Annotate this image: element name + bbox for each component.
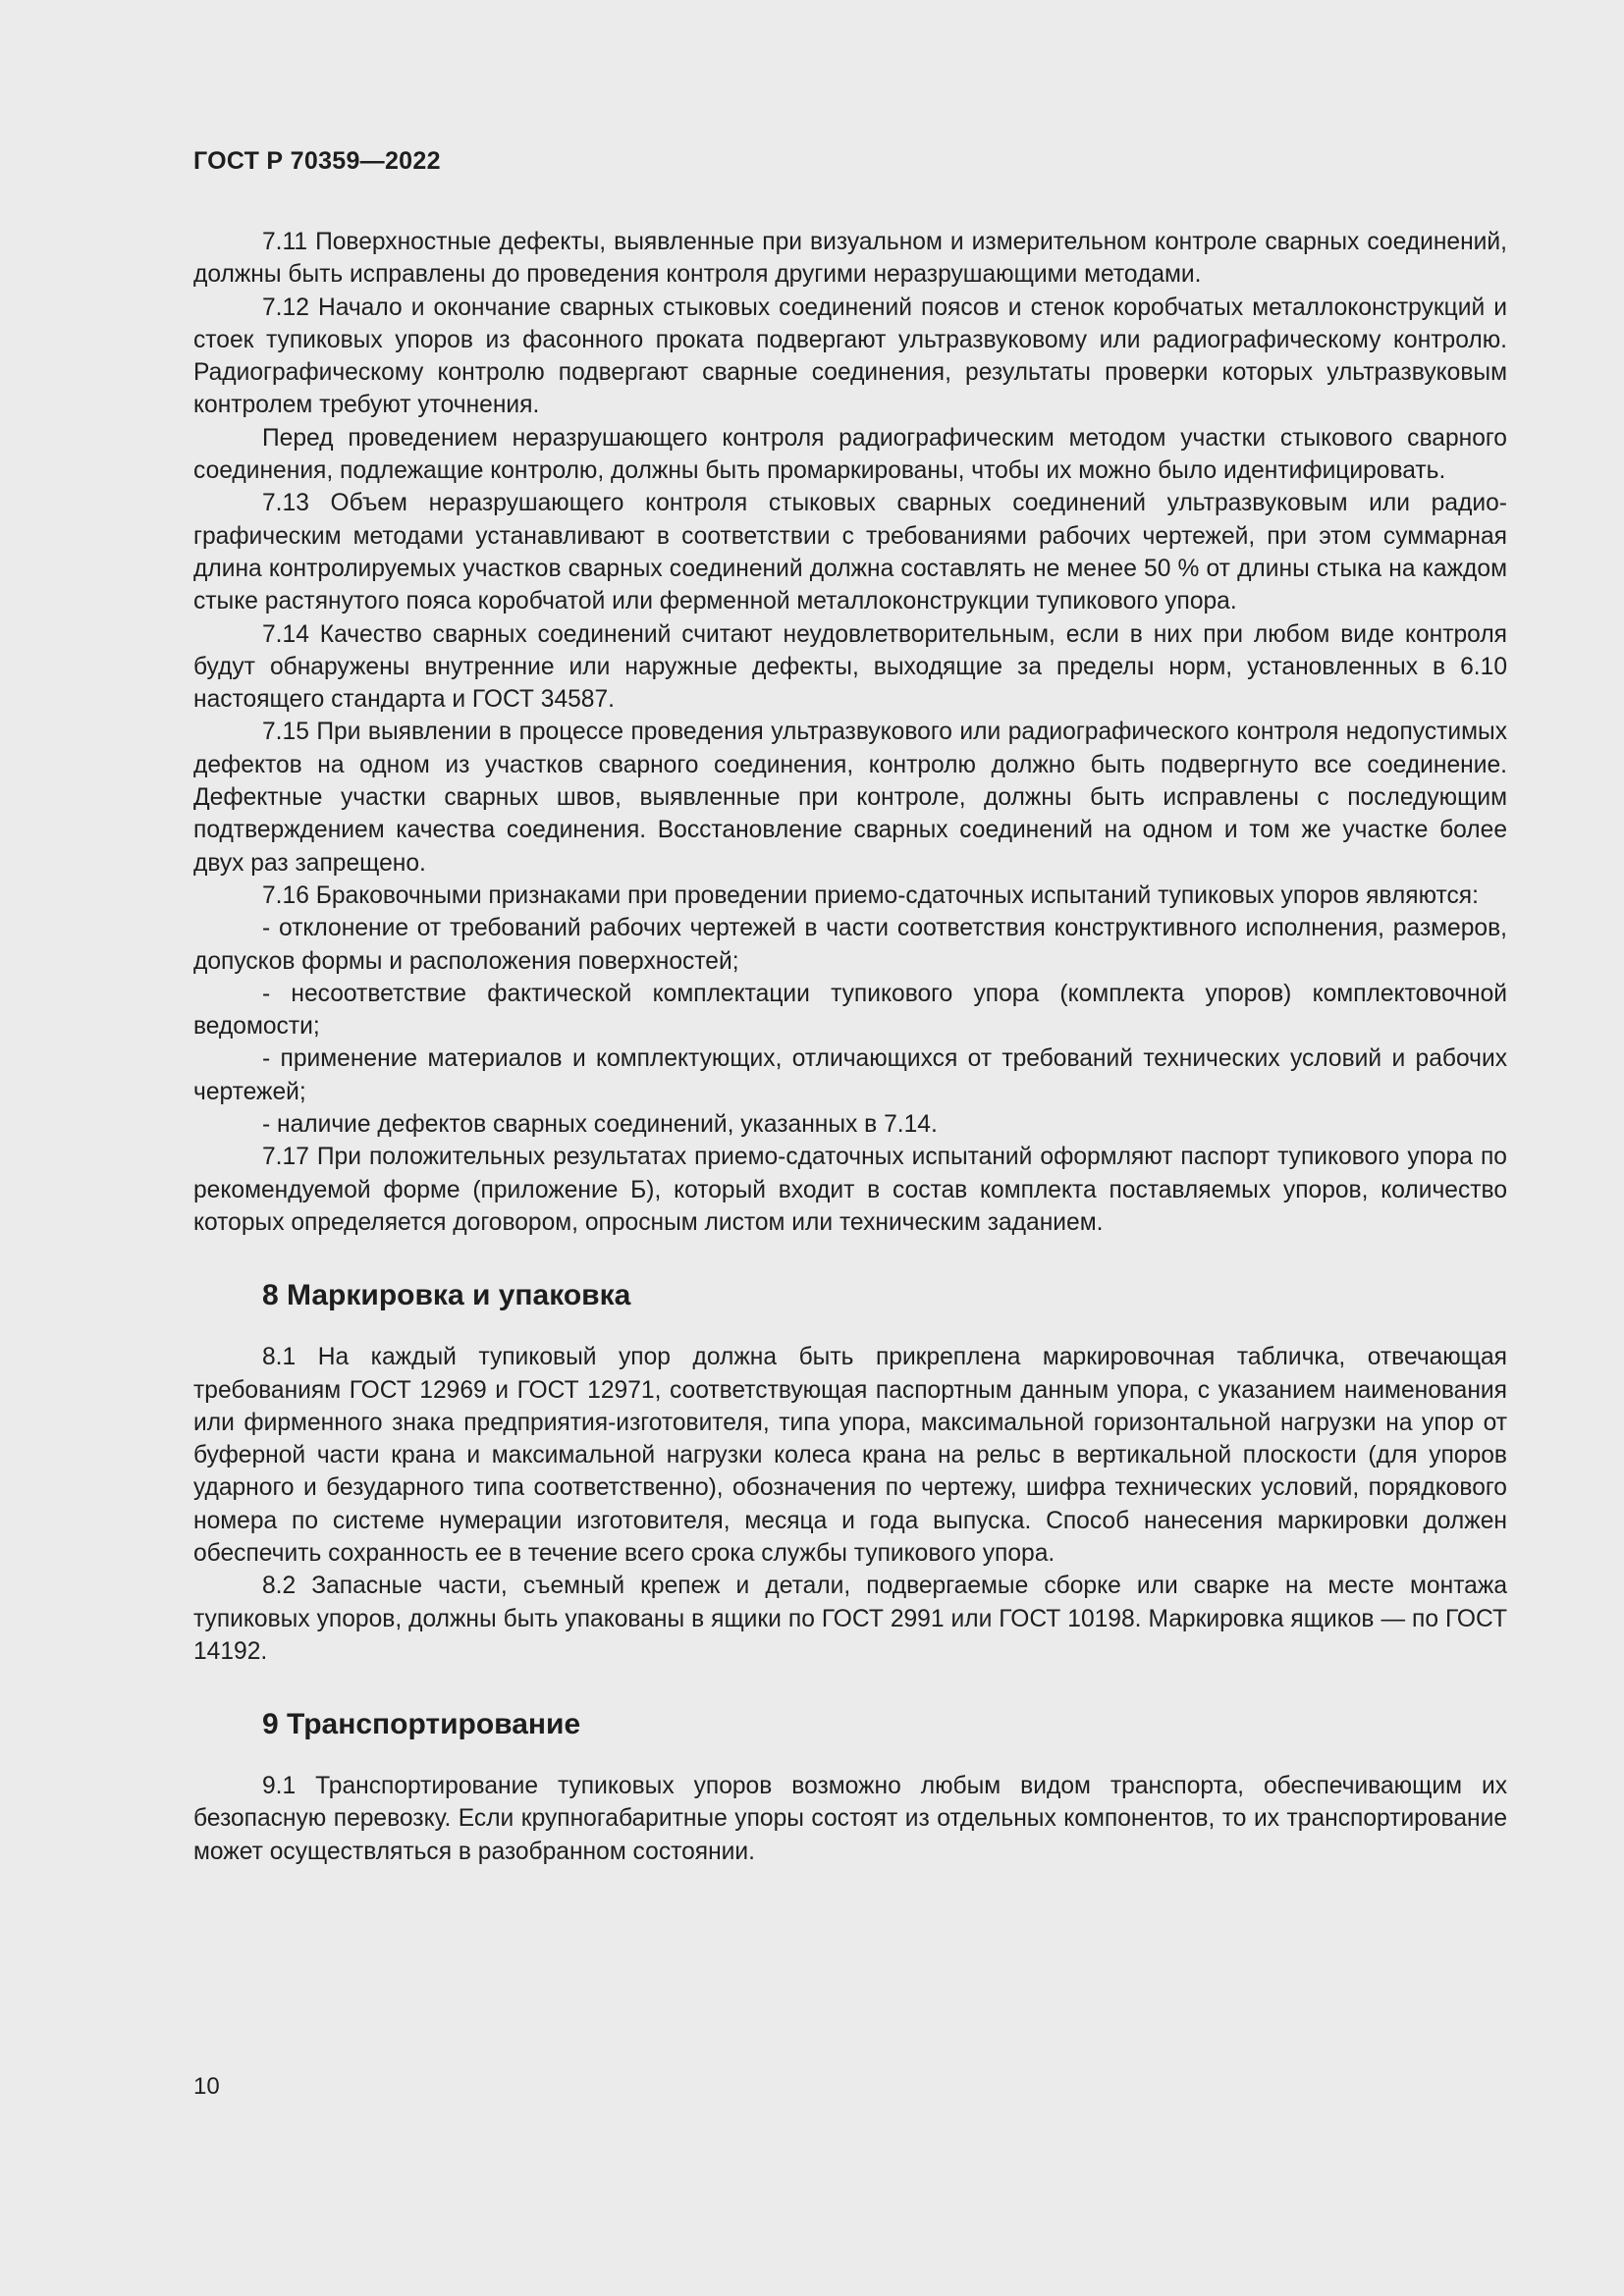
document-code-header: ГОСТ Р 70359—2022 — [193, 147, 441, 175]
document-body — [193, 226, 1507, 1868]
section-8-heading: 8 Маркировка и упаковка — [262, 1279, 631, 1312]
list-item: - применение материалов и комплектующих, отличающихся от требований технических условий и рабочих чертежей; — [193, 1045, 1507, 1105]
paragraph-7-11: 7.11 Поверхностные дефекты, выявленные при визуальном и измерительном контроле сварных соединений, должны быть исправлены до проведения контроля другими неразрушающими методами. — [193, 229, 1507, 289]
section-9-heading: 9 Транспортирование — [262, 1708, 581, 1741]
list-item: - несоответствие фактической комплектации тупикового упора (комплекта упоров) комплектовочной ведомости; — [193, 980, 1507, 1041]
paragraph-9-1: 9.1 Транспортирование тупиковых упоров возможно любым видом транспорта, обеспечивающим их безопасную перевозку. Если крупногабаритные упоры состоят из отдельных компонентов, то их транспортирование может осуществляться в разобранном состоянии. — [193, 1773, 1507, 1865]
paragraph-8-2: 8.2 Запасные части, съемный крепеж и детали, подвергаемые сборке или сварке на месте монтажа тупиковых упоров, должны быть упакованы в ящики по ГОСТ 2991 или ГОСТ 10198. Маркировка ящиков — по ГОСТ 14192. — [193, 1573, 1507, 1665]
paragraph-7-17: 7.17 При положительных результатах приемо-сдаточных испытаний оформляют паспорт тупикового упора по рекомендуемой форме (приложение Б), который входит в состав комплекта поставляемых упоров, количество которых определяется договором, опросным листом или техническим заданием. — [193, 1144, 1507, 1236]
list-item: - отклонение от требований рабочих чертежей в части соответствия конструктивного исполнения, размеров, допусков формы и расположения поверхностей; — [193, 915, 1507, 975]
page-number: 10 — [193, 2073, 220, 2100]
paragraph-7-13: 7.13 Объем неразрушающего контроля стыковых сварных соединений ультразвуковым или радиографическим методами устанавливают в соответствии с требованиями рабочих чертежей, при этом суммарная длина контролируемых участков сварных соединений должна составлять не менее 50 % от длины стыка на каждом стыке растянутого пояса коробчатой или ферменной металлоконструкции тупикового упора. — [193, 490, 1507, 615]
paragraph-8-1: 8.1 На каждый тупиковый упор должна быть прикреплена маркировочная табличка, отвечающая требованиям ГОСТ 12969 и ГОСТ 12971, соответствующая паспортным данным упора, с указанием наименования или фирменного знака предприятия-изготовителя, типа упора, максимальной горизонтальной нагрузки на упор от буферной части крана и максимальной нагрузки колеса крана на рельс в вертикальной плоскости (для упоров ударного и безударного типа соответственно), обозначения по чертежу, шифра технических условий, порядкового номера по системе нумерации изготовителя, месяца и года выпуска. Способ нанесения маркировки должен обеспечить сохранность ее в течение всего срока службы тупикового упора. — [193, 1344, 1507, 1567]
paragraph-7-16: 7.16 Браковочными признаками при проведении приемо-сдаточных испытаний тупиковых упоров являются: — [262, 881, 1479, 909]
paragraph-7-12-cont: Перед проведением неразрушающего контроля радиографическим методом участки стыкового сварного соединения, подлежащие контролю, должны быть промаркированы, чтобы их можно было идентифицировать. — [193, 424, 1507, 485]
paragraph-7-12: 7.12 Начало и окончание сварных стыковых соединений поясов и стенок коробчатых металлоконструкций и стоек тупиковых упоров из фасонного проката подвергают ультразвуковому или радиографическому контролю. Радиографическому контролю подвергают сварные соединения, результаты проверки которых ультразвуковым контролем требуют уточнения. — [193, 294, 1507, 419]
paragraph-7-15: 7.15 При выявлении в процессе проведения ультразвукового или радиографического контроля недопустимых дефектов на одном из участков сварного соединения, контролю должно быть подвергнуто все соединение. Дефектные участки сварных швов, выявленные при контроле, должны быть исправлены с последующим подтверждением качества соединения. Восстановление сварных соединений на одном и том же участке более двух раз запрещено. — [193, 719, 1507, 877]
document-page — [193, 0, 1507, 2296]
paragraph-7-14: 7.14 Качество сварных соединений считают неудовлетворительным, если в них при любом виде контроля будут обнаружены внутренние или наружные дефекты, выходящие за пределы норм, установленных в 6.10 настоящего стандарта и ГОСТ 34587. — [193, 620, 1507, 714]
list-item: - наличие дефектов сварных соединений, указанных в 7.14. — [262, 1111, 938, 1139]
